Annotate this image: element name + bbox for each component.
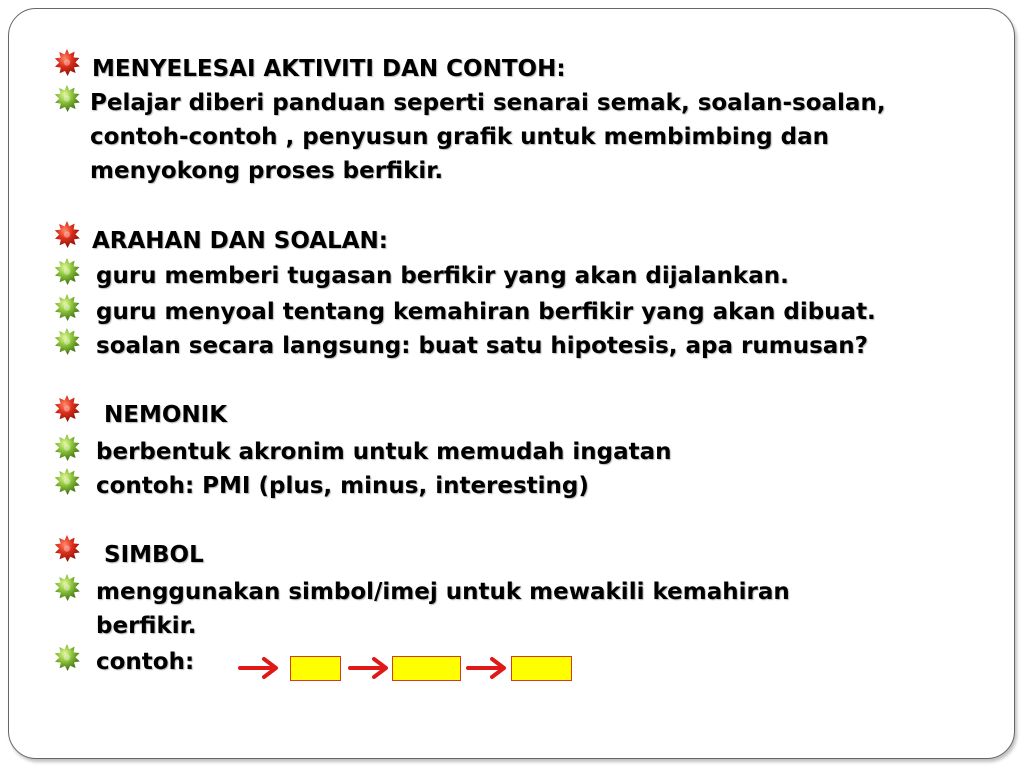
section-heading: ARAHAN DAN SOALAN: xyxy=(92,228,388,254)
red-gear-icon xyxy=(50,532,84,566)
section-heading: NEMONIK xyxy=(104,402,228,428)
yellow-box xyxy=(290,656,341,681)
red-gear-icon xyxy=(50,46,84,80)
item-text: soalan secara langsung: buat satu hipotesis, apa rumusan? xyxy=(96,333,869,359)
section-heading: MENYELESAI AKTIVITI DAN CONTOH: xyxy=(92,56,566,82)
item-text: guru menyoal tentang kemahiran berfikir yang akan dibuat. xyxy=(96,299,876,325)
green-gear-icon xyxy=(50,641,84,675)
item-text: guru memberi tugasan berfikir yang akan dijalankan. xyxy=(96,263,789,289)
green-gear-icon xyxy=(50,255,84,289)
green-gear-icon xyxy=(50,431,84,465)
item-text: contoh: PMI (plus, minus, interesting) xyxy=(96,473,589,499)
red-arrow-icon xyxy=(238,655,282,681)
yellow-box xyxy=(511,656,572,681)
item-text: berfikir. xyxy=(96,613,197,639)
red-gear-icon xyxy=(50,392,84,426)
red-arrow-icon xyxy=(466,655,510,681)
item-text: contoh-contoh , penyusun grafik untuk membimbing dan xyxy=(90,124,829,150)
green-gear-icon xyxy=(50,82,84,116)
yellow-box xyxy=(392,656,461,681)
green-gear-icon xyxy=(50,571,84,605)
item-text: contoh: xyxy=(96,649,195,675)
item-text: Pelajar diberi panduan seperti senarai semak, soalan-soalan, xyxy=(90,90,886,116)
red-arrow-icon xyxy=(348,655,392,681)
red-gear-icon xyxy=(50,218,84,252)
item-text: berbentuk akronim untuk memudah ingatan xyxy=(96,439,672,465)
item-text: menyokong proses berfikir. xyxy=(90,158,444,184)
green-gear-icon xyxy=(50,291,84,325)
green-gear-icon xyxy=(50,465,84,499)
section-heading: SIMBOL xyxy=(104,542,204,568)
item-text: menggunakan simbol/imej untuk mewakili kemahiran xyxy=(96,579,790,605)
green-gear-icon xyxy=(50,325,84,359)
